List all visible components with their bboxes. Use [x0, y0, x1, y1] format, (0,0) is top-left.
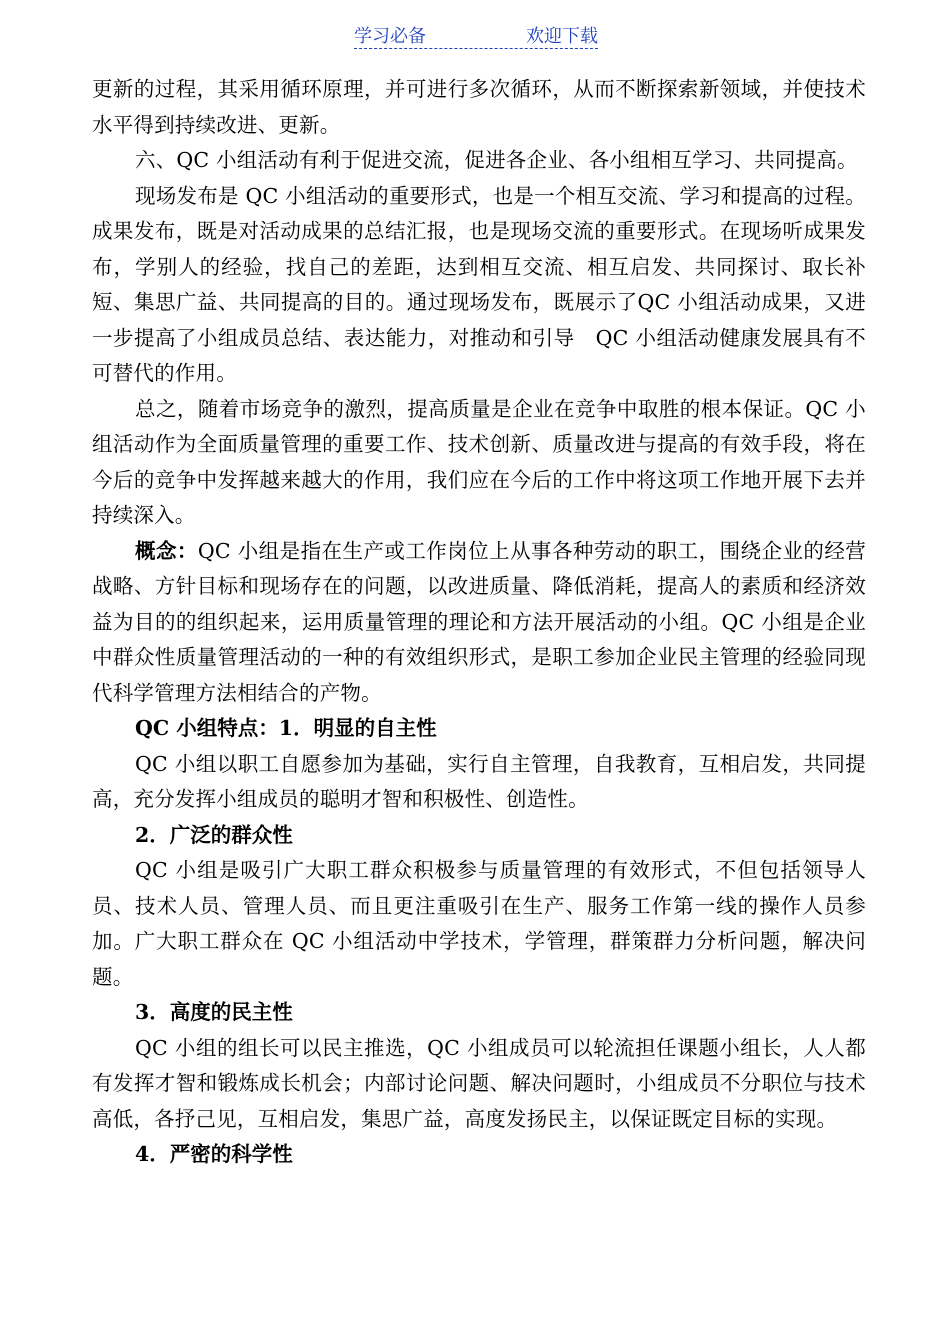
header-left-text: 学习必备: [354, 26, 426, 47]
paragraph-summary: 总之，随着市场竞争的激烈，提高质量是企业在竞争中取胜的根本保证。QC 小组活动作为全面质量管理的重要工作、技术创新、质量改进与提高的有效手段，将在今后的竞争中发挥越来越大的作用，我们应在今后的工作中将这项工作地开展下去并持续深入。: [92, 396, 866, 527]
heading-mass: 2．广泛的群众性: [135, 822, 293, 847]
paragraph-democracy: QC 小组的组长可以民主推选，QC 小组成员可以轮流担任课题小组长，人人都有发挥才智和锻炼成长机会；内部讨论问题、解决问题时，小组成员不分职位与技术高低，各抒己见，互相启发，集思广益，高度发扬民主，以保证既定目标的实现。: [92, 1035, 866, 1131]
concept-label: 概念：: [135, 538, 198, 563]
heading-scientific: 4．严密的科学性: [135, 1142, 293, 1166]
heading-democracy: 3．高度的民主性: [135, 1000, 293, 1024]
page-header: [354, 22, 598, 49]
paragraph-onsite-release: 现场发布是 QC 小组活动的重要形式，也是一个相互交流、学习和提高的过程。成果发布，既是对活动成果的总结汇报，也是现场交流的重要形式。在现场听成果发布，学别人的经验，找自己的差距，达到相互交流、相互启发、共同探讨、取长补短、集思广益、共同提高的目的。通过现场发布，既展示了QC 小组活动成果，又进一步提高了小组成员总结、表达能力，对推动和引导 QC 小组活动健康发展具有不可替代的作用。: [92, 183, 866, 385]
paragraph-six: 六、QC 小组活动有利于促进交流，促进各企业、各小组相互学习、共同提高。: [135, 148, 858, 172]
document-body: [92, 72, 866, 1173]
paragraph-autonomy: QC 小组以职工自愿参加为基础，实行自主管理，自我教育，互相启发，共同提高，充分发挥小组成员的聪明才智和积极性、创造性。: [92, 751, 866, 811]
heading-autonomy: QC 小组特点：1．明显的自主性: [135, 716, 437, 740]
paragraph-concept: [92, 534, 866, 712]
paragraph-mass: QC 小组是吸引广大职工群众积极参与质量管理的有效形式，不但包括领导人员、技术人员、管理人员、而且更注重吸引在生产、服务工作第一线的操作人员参加。广大职工群众在 QC 小组活动中学技术，学管理，群策群力分析问题，解决问题。: [92, 858, 866, 989]
paragraph-continuation: 更新的过程，其采用循环原理，并可进行多次循环，从而不断探索新领域，并使技术水平得到持续改进、更新。: [92, 77, 866, 137]
concept-text: QC 小组是指在生产或工作岗位上从事各种劳动的职工，围绕企业的经营战略、方针目标和现场存在的问题，以改进质量、降低消耗，提高人的素质和经济效益为目的的组织起来，运用质量管理的理论和方法开展活动的小组。QC 小组是企业中群众性质量管理活动的一种的有效组织形式，是职工参加企业民主管理的经验同现代科学管理方法相结合的产物。: [92, 538, 866, 705]
header-right-text: 欢迎下载: [526, 26, 598, 47]
